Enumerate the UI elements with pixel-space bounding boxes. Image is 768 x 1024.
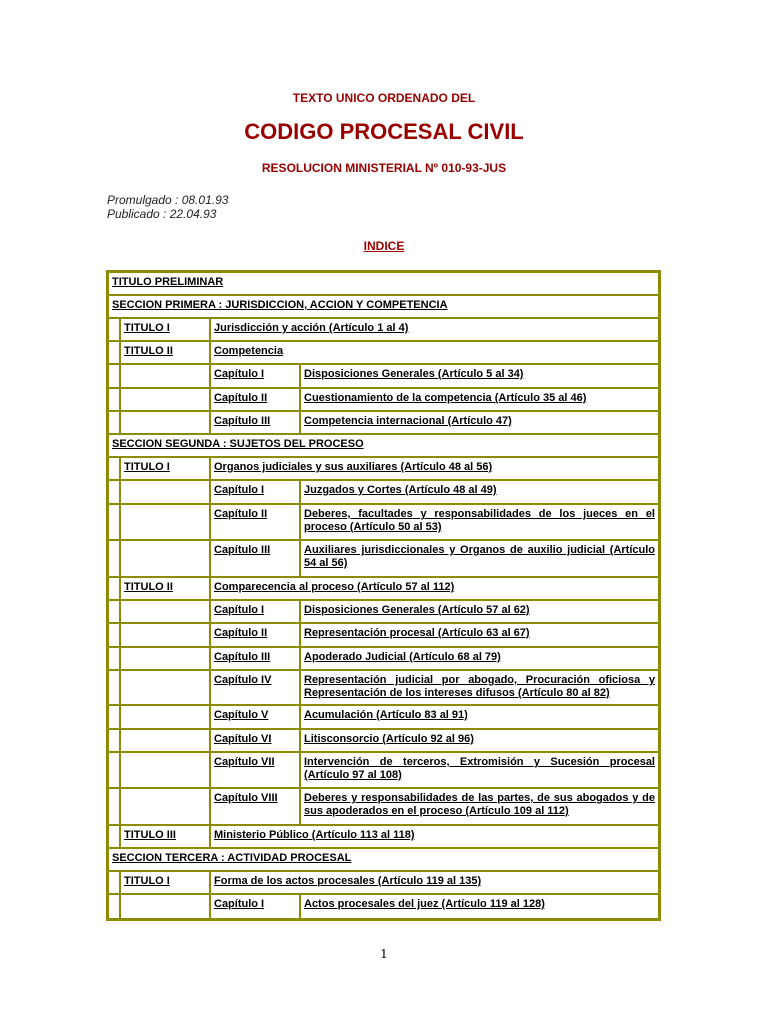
capitulo-label-link[interactable]: Capítulo III <box>210 411 300 434</box>
toc-row <box>108 848 659 871</box>
toc-row <box>108 295 659 318</box>
titulo-text-link[interactable]: Comparecencia al proceso (Artículo 57 al 112) <box>210 577 659 600</box>
section-heading-link[interactable]: SECCION TERCERA : ACTIVIDAD PROCESAL <box>108 848 659 871</box>
capitulo-label-link[interactable]: Capítulo VI <box>210 729 300 752</box>
toc-row <box>108 623 659 647</box>
indent-cell <box>108 871 120 894</box>
empty-cell <box>120 894 210 919</box>
indent-cell <box>108 341 120 364</box>
publicado-date: Publicado : 22.04.93 <box>107 207 217 221</box>
indent-cell <box>108 600 120 623</box>
titulo-label-link[interactable]: TITULO II <box>120 341 210 364</box>
empty-cell <box>120 752 210 788</box>
section-heading-link[interactable]: SECCION PRIMERA : JURISDICCION, ACCION Y COMPETENCIA <box>108 295 659 318</box>
toc-row <box>108 480 659 504</box>
toc-row <box>108 894 659 919</box>
empty-cell <box>120 705 210 729</box>
empty-cell <box>120 600 210 623</box>
capitulo-text-link[interactable]: Juzgados y Cortes (Artículo 48 al 49) <box>300 480 659 504</box>
indent-cell <box>108 577 120 600</box>
indent-cell <box>108 318 120 341</box>
toc-row <box>108 341 659 364</box>
titulo-text-link[interactable]: Competencia <box>210 341 659 364</box>
toc-row <box>108 577 659 600</box>
toc-row <box>108 272 659 295</box>
resolution-line: RESOLUCION MINISTERIAL Nº 010-93-JUS <box>261 161 507 175</box>
titulo-text-link[interactable]: Jurisdicción y acción (Artículo 1 al 4) <box>210 318 659 341</box>
section-heading-link[interactable]: SECCION SEGUNDA : SUJETOS DEL PROCESO <box>108 434 659 457</box>
promulgado-date: Promulgado : 08.01.93 <box>107 193 229 207</box>
indent-cell <box>108 752 120 788</box>
capitulo-text-link[interactable]: Auxiliares jurisdiccionales y Organos de auxilio judicial (Artículo 54 al 56) <box>300 540 659 577</box>
indent-cell <box>108 825 120 848</box>
capitulo-text-link[interactable]: Representación procesal (Artículo 63 al 67) <box>300 623 659 647</box>
toc-row <box>108 825 659 848</box>
capitulo-text-link[interactable]: Representación judicial por abogado, Procuración oficiosa y Representación de los intereses difusos (Artículo 80 al 82) <box>300 670 659 705</box>
toc-row <box>108 670 659 705</box>
section-heading-link[interactable]: TITULO PRELIMINAR <box>108 272 659 295</box>
titulo-label-link[interactable]: TITULO I <box>120 318 210 341</box>
indent-cell <box>108 623 120 647</box>
capitulo-label-link[interactable]: Capítulo IV <box>210 670 300 705</box>
capitulo-text-link[interactable]: Deberes y responsabilidades de las partes, de sus abogados y de sus apoderados en el proceso (Artículo 109 al 112) <box>300 788 659 825</box>
indent-cell <box>108 411 120 434</box>
page-number: 1 <box>380 947 388 961</box>
indent-cell <box>108 670 120 705</box>
toc-row <box>108 388 659 411</box>
capitulo-label-link[interactable]: Capítulo III <box>210 647 300 670</box>
capitulo-label-link[interactable]: Capítulo II <box>210 504 300 540</box>
capitulo-text-link[interactable]: Actos procesales del juez (Artículo 119 al 128) <box>300 894 659 919</box>
empty-cell <box>120 729 210 752</box>
toc-row <box>108 647 659 670</box>
capitulo-text-link[interactable]: Disposiciones Generales (Artículo 57 al 62) <box>300 600 659 623</box>
titulo-label-link[interactable]: TITULO II <box>120 577 210 600</box>
toc-row <box>108 457 659 480</box>
indent-cell <box>108 540 120 577</box>
indent-cell <box>108 705 120 729</box>
indent-cell <box>108 647 120 670</box>
capitulo-label-link[interactable]: Capítulo V <box>210 705 300 729</box>
capitulo-label-link[interactable]: Capítulo III <box>210 540 300 577</box>
toc-row <box>108 600 659 623</box>
toc-row <box>108 871 659 894</box>
indent-cell <box>108 894 120 919</box>
capitulo-label-link[interactable]: Capítulo II <box>210 623 300 647</box>
toc-row <box>108 729 659 752</box>
header-line: TEXTO UNICO ORDENADO DEL <box>292 91 476 105</box>
empty-cell <box>120 670 210 705</box>
empty-cell <box>120 623 210 647</box>
empty-cell <box>120 788 210 825</box>
empty-cell <box>120 480 210 504</box>
empty-cell <box>120 540 210 577</box>
titulo-label-link[interactable]: TITULO III <box>120 825 210 848</box>
indent-cell <box>108 457 120 480</box>
toc-row <box>108 504 659 540</box>
indent-cell <box>108 504 120 540</box>
index-table <box>106 270 661 921</box>
titulo-label-link[interactable]: TITULO I <box>120 871 210 894</box>
toc-row <box>108 540 659 577</box>
titulo-text-link[interactable]: Ministerio Público (Artículo 113 al 118) <box>210 825 659 848</box>
indent-cell <box>108 729 120 752</box>
indent-cell <box>108 388 120 411</box>
indent-cell <box>108 788 120 825</box>
titulo-text-link[interactable]: Forma de los actos procesales (Artículo 119 al 135) <box>210 871 659 894</box>
toc-row <box>108 434 659 457</box>
capitulo-text-link[interactable]: Cuestionamiento de la competencia (Artículo 35 al 46) <box>300 388 659 411</box>
document-title: CODIGO PROCESAL CIVIL <box>244 119 524 144</box>
capitulo-label-link[interactable]: Capítulo I <box>210 480 300 504</box>
capitulo-label-link[interactable]: Capítulo I <box>210 894 300 919</box>
indent-cell <box>108 364 120 388</box>
empty-cell <box>120 388 210 411</box>
capitulo-text-link[interactable]: Deberes, facultades y responsabilidades de los jueces en el proceso (Artículo 50 al 53) <box>300 504 659 540</box>
toc-row <box>108 788 659 825</box>
indent-cell <box>108 480 120 504</box>
capitulo-label-link[interactable]: Capítulo VIII <box>210 788 300 825</box>
capitulo-text-link[interactable]: Acumulación (Artículo 83 al 91) <box>300 705 659 729</box>
capitulo-text-link[interactable]: Litisconsorcio (Artículo 92 al 96) <box>300 729 659 752</box>
toc-row <box>108 705 659 729</box>
empty-cell <box>120 411 210 434</box>
capitulo-label-link[interactable]: Capítulo I <box>210 600 300 623</box>
empty-cell <box>120 364 210 388</box>
toc-row <box>108 411 659 434</box>
capitulo-label-link[interactable]: Capítulo II <box>210 388 300 411</box>
toc-row <box>108 752 659 788</box>
titulo-label-link[interactable]: TITULO I <box>120 457 210 480</box>
capitulo-text-link[interactable]: Competencia internacional (Artículo 47) <box>300 411 659 434</box>
titulo-text-link[interactable]: Organos judiciales y sus auxiliares (Artículo 48 al 56) <box>210 457 659 480</box>
toc-row <box>108 364 659 388</box>
index-heading[interactable]: INDICE <box>363 239 405 253</box>
toc-row <box>108 318 659 341</box>
capitulo-text-link[interactable]: Intervención de terceros, Extromisión y Sucesión procesal (Artículo 97 al 108) <box>300 752 659 788</box>
capitulo-label-link[interactable]: Capítulo I <box>210 364 300 388</box>
empty-cell <box>120 504 210 540</box>
capitulo-text-link[interactable]: Disposiciones Generales (Artículo 5 al 34) <box>300 364 659 388</box>
capitulo-label-link[interactable]: Capítulo VII <box>210 752 300 788</box>
capitulo-text-link[interactable]: Apoderado Judicial (Artículo 68 al 79) <box>300 647 659 670</box>
empty-cell <box>120 647 210 670</box>
